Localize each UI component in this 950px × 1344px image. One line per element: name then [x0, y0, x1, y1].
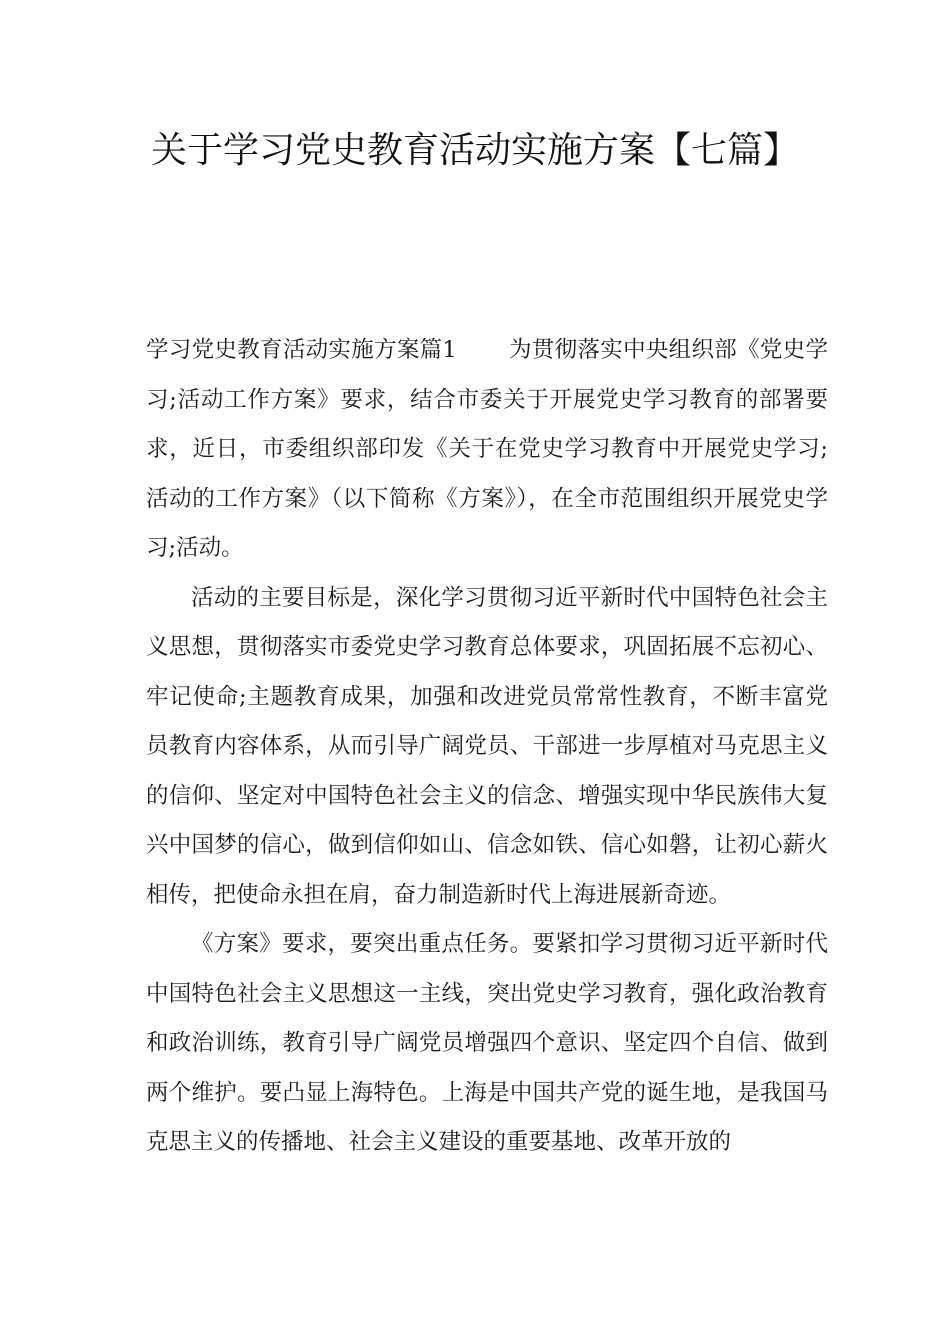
document-body: [146, 326, 828, 1168]
paragraph-2: 活动的主要目标是，深化学习贯彻习近平新时代中国特色社会主义思想，贯彻落实市委党史学习教育总体要求，巩固拓展不忘初心、牢记使命;主题教育成果，加强和改进党员常常性教育，不断丰富党员教育内容体系，从而引导广阔党员、干部进一步厚植对马克思主义的信仰、坚定对中国特色社会主义的信念、增强实现中华民族伟大复兴中国梦的信心，做到信仰如山、信念如铁、信心如磐，让初心薪火相传，把使命永担在肩，奋力制造新时代上海进展新奇迹。: [146, 584, 828, 908]
document-title: 关于学习党史教育活动实施方案【七篇】: [150, 130, 799, 171]
paragraph-1: [146, 326, 828, 574]
paragraph-3: 《方案》要求，要突出重点任务。要紧扣学习贯彻习近平新时代中国特色社会主义思想这一主线，突出党史学习教育，强化政治教育和政治训练，教育引导广阔党员增强四个意识、坚定四个自信、做到两个维护。要凸显上海特色。上海是中国共产党的诞生地，是我国马克思主义的传播地、社会主义建设的重要基地、改革开放的: [146, 931, 828, 1155]
section-heading: 学习党史教育活动实施方案篇1: [146, 337, 457, 363]
paragraph-1-text: 为贯彻落实中央组织部《党史学习;活动工作方案》要求，结合市委关于开展党史学习教育的部署要求，近日，市委组织部印发《关于在党史学习教育中开展党史学习;活动的工作方案》（以下简称《方案》），在全市范围组织开展党史学习;活动。: [146, 337, 828, 561]
